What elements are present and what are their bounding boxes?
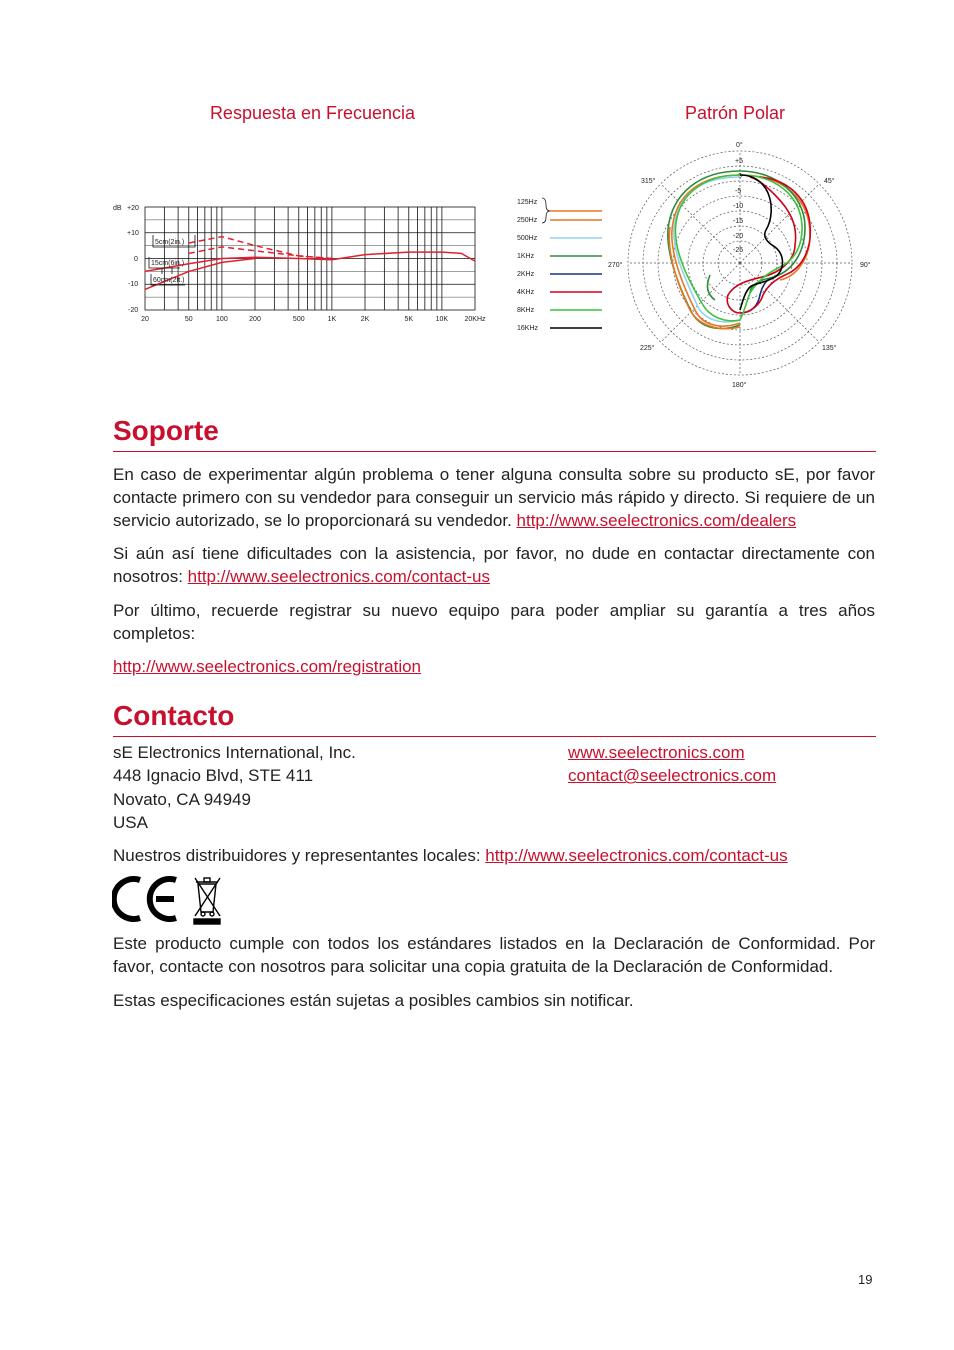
polar-angle-label: 180° <box>732 382 747 389</box>
soporte-paragraph-1 <box>113 463 875 532</box>
curve-1khz-left <box>708 275 715 300</box>
address-line: Novato, CA 94949 <box>113 789 251 809</box>
polar-radial-labels <box>733 158 743 254</box>
legend-label: 2KHz <box>517 271 535 278</box>
website-link[interactable]: www.seelectronics.com <box>568 743 745 762</box>
soporte-paragraph-2 <box>113 542 875 588</box>
polar-angle-label: 225° <box>640 345 655 352</box>
freq-series <box>145 237 475 290</box>
legend-label: 1KHz <box>517 253 535 260</box>
legend-items <box>517 199 602 332</box>
specs-note: Estas especificaciones están sujetas a posibles cambios sin notificar. <box>113 991 634 1010</box>
page-number: 19 <box>858 1272 873 1287</box>
soporte-heading: Soporte <box>113 414 876 452</box>
legend-label: 250Hz <box>517 217 538 224</box>
contact-links <box>568 741 776 788</box>
freq-annotations <box>151 239 185 284</box>
freq-y-unit: dB <box>113 205 122 212</box>
distributors-text: Nuestros distribuidores y representantes locales: <box>113 846 486 865</box>
freq-x-tick: 20KHz <box>464 316 486 323</box>
polar-legend <box>510 190 610 340</box>
polar-radial-label: 0 <box>738 173 742 180</box>
freq-x-tick: 500 <box>292 316 305 323</box>
annotation-15cm: 15cm(6in.) <box>151 260 185 267</box>
polar-pattern-title: Patrón Polar <box>684 103 786 123</box>
freq-x-tick: 50 <box>184 316 193 323</box>
polar-pattern-chart <box>600 135 885 390</box>
polar-radial-label: -20 <box>733 233 744 240</box>
polar-angle-label: 90° <box>860 262 871 269</box>
freq-y-tick: +10 <box>127 230 139 237</box>
polar-radial-label: -10 <box>733 203 744 210</box>
polar-angle-label: 315° <box>641 178 656 185</box>
freq-y-tick: -10 <box>128 281 139 288</box>
polar-angle-label: 270° <box>608 262 623 269</box>
freq-series-line <box>189 237 332 259</box>
address-line: sE Electronics International, Inc. <box>113 743 356 762</box>
freq-x-axis-labels <box>141 316 486 323</box>
registration-link[interactable]: http://www.seelectronics.com/registration <box>113 657 422 676</box>
freq-y-tick: +20 <box>127 205 139 212</box>
annotation-60cm: 60cm(2ft.) <box>153 277 185 284</box>
legend-label: 4KHz <box>517 289 535 296</box>
freq-y-tick: -20 <box>128 307 139 314</box>
freq-x-tick: 200 <box>249 316 261 323</box>
dealers-link[interactable]: http://www.seelectronics.com/dealers <box>516 511 797 530</box>
contacto-heading: Contacto <box>113 699 876 737</box>
frequency-response-title: Respuesta en Frecuencia <box>209 103 416 123</box>
compliance-paragraph: Este producto cumple con todos los estándares listados en la Declaración de Conformidad. Por favor, contacte con nosotros para solicitar una copia gratuita de la Declaración de Conformidad. <box>113 934 875 976</box>
certification-marks <box>112 874 224 926</box>
freq-x-tick: 10K <box>435 316 449 323</box>
soporte-paragraph-4 <box>113 655 875 678</box>
freq-x-tick: 1K <box>327 316 337 323</box>
email-link[interactable]: contact@seelectronics.com <box>568 766 777 786</box>
freq-x-tick: 100 <box>216 316 228 323</box>
soporte-paragraph-3: Por último, recuerde registrar su nuevo equipo para poder ampliar su garantía a tres años completos: <box>113 601 875 643</box>
weee-bin-icon <box>194 878 220 924</box>
frequency-response-chart <box>110 195 495 330</box>
polar-angle-label: 135° <box>822 345 837 352</box>
freq-y-tick: 0 <box>134 256 138 263</box>
polar-radial-label: +5 <box>735 158 743 165</box>
distributors-link[interactable]: http://www.seelectronics.com/contact-us <box>485 846 788 865</box>
legend-label: 8KHz <box>517 307 535 314</box>
polar-angle-label: 0° <box>736 142 743 149</box>
freq-series-line <box>145 252 475 271</box>
address-line: 448 Ignacio Blvd, STE 411 <box>113 766 314 786</box>
contact-us-link[interactable]: http://www.seelectronics.com/contact-us <box>187 567 490 586</box>
freq-y-axis-labels <box>113 205 139 314</box>
legend-label: 500Hz <box>517 235 538 242</box>
polar-grid <box>628 151 852 375</box>
soporte-p2-text: Si aún así tiene dificultades con la asistencia, por favor, no dude en contactar directamente con nosotros: <box>113 544 875 586</box>
freq-x-tick: 2K <box>360 316 370 323</box>
soporte-p1-text: En caso de experimentar algún problema o tener alguna consulta sobre su producto sE, por favor contacte primero con su vendedor para conseguir un servicio más rápido y directo. Si requiere de un servicio autorizado, se lo proporcionará su vendedor. <box>113 465 875 530</box>
annotation-5cm: 5cm(2in.) <box>155 239 185 246</box>
legend-label: 16KHz <box>517 325 539 332</box>
legend-bracket <box>542 198 550 223</box>
ce-mark-icon <box>114 879 176 919</box>
polar-radial-label: -5 <box>735 188 742 195</box>
freq-x-tick: 20 <box>141 316 149 323</box>
address-line: USA <box>113 812 148 832</box>
curve-250hz <box>669 227 740 329</box>
curve-500hz <box>674 177 740 322</box>
polar-angle-label: 45° <box>824 178 835 185</box>
freq-x-tick: 5K <box>404 316 414 323</box>
legend-label: 125Hz <box>517 199 538 206</box>
contact-address <box>113 741 356 834</box>
distributors-paragraph <box>113 844 875 867</box>
polar-radial-label: -15 <box>733 218 744 225</box>
polar-radial-label: -25 <box>733 247 744 254</box>
